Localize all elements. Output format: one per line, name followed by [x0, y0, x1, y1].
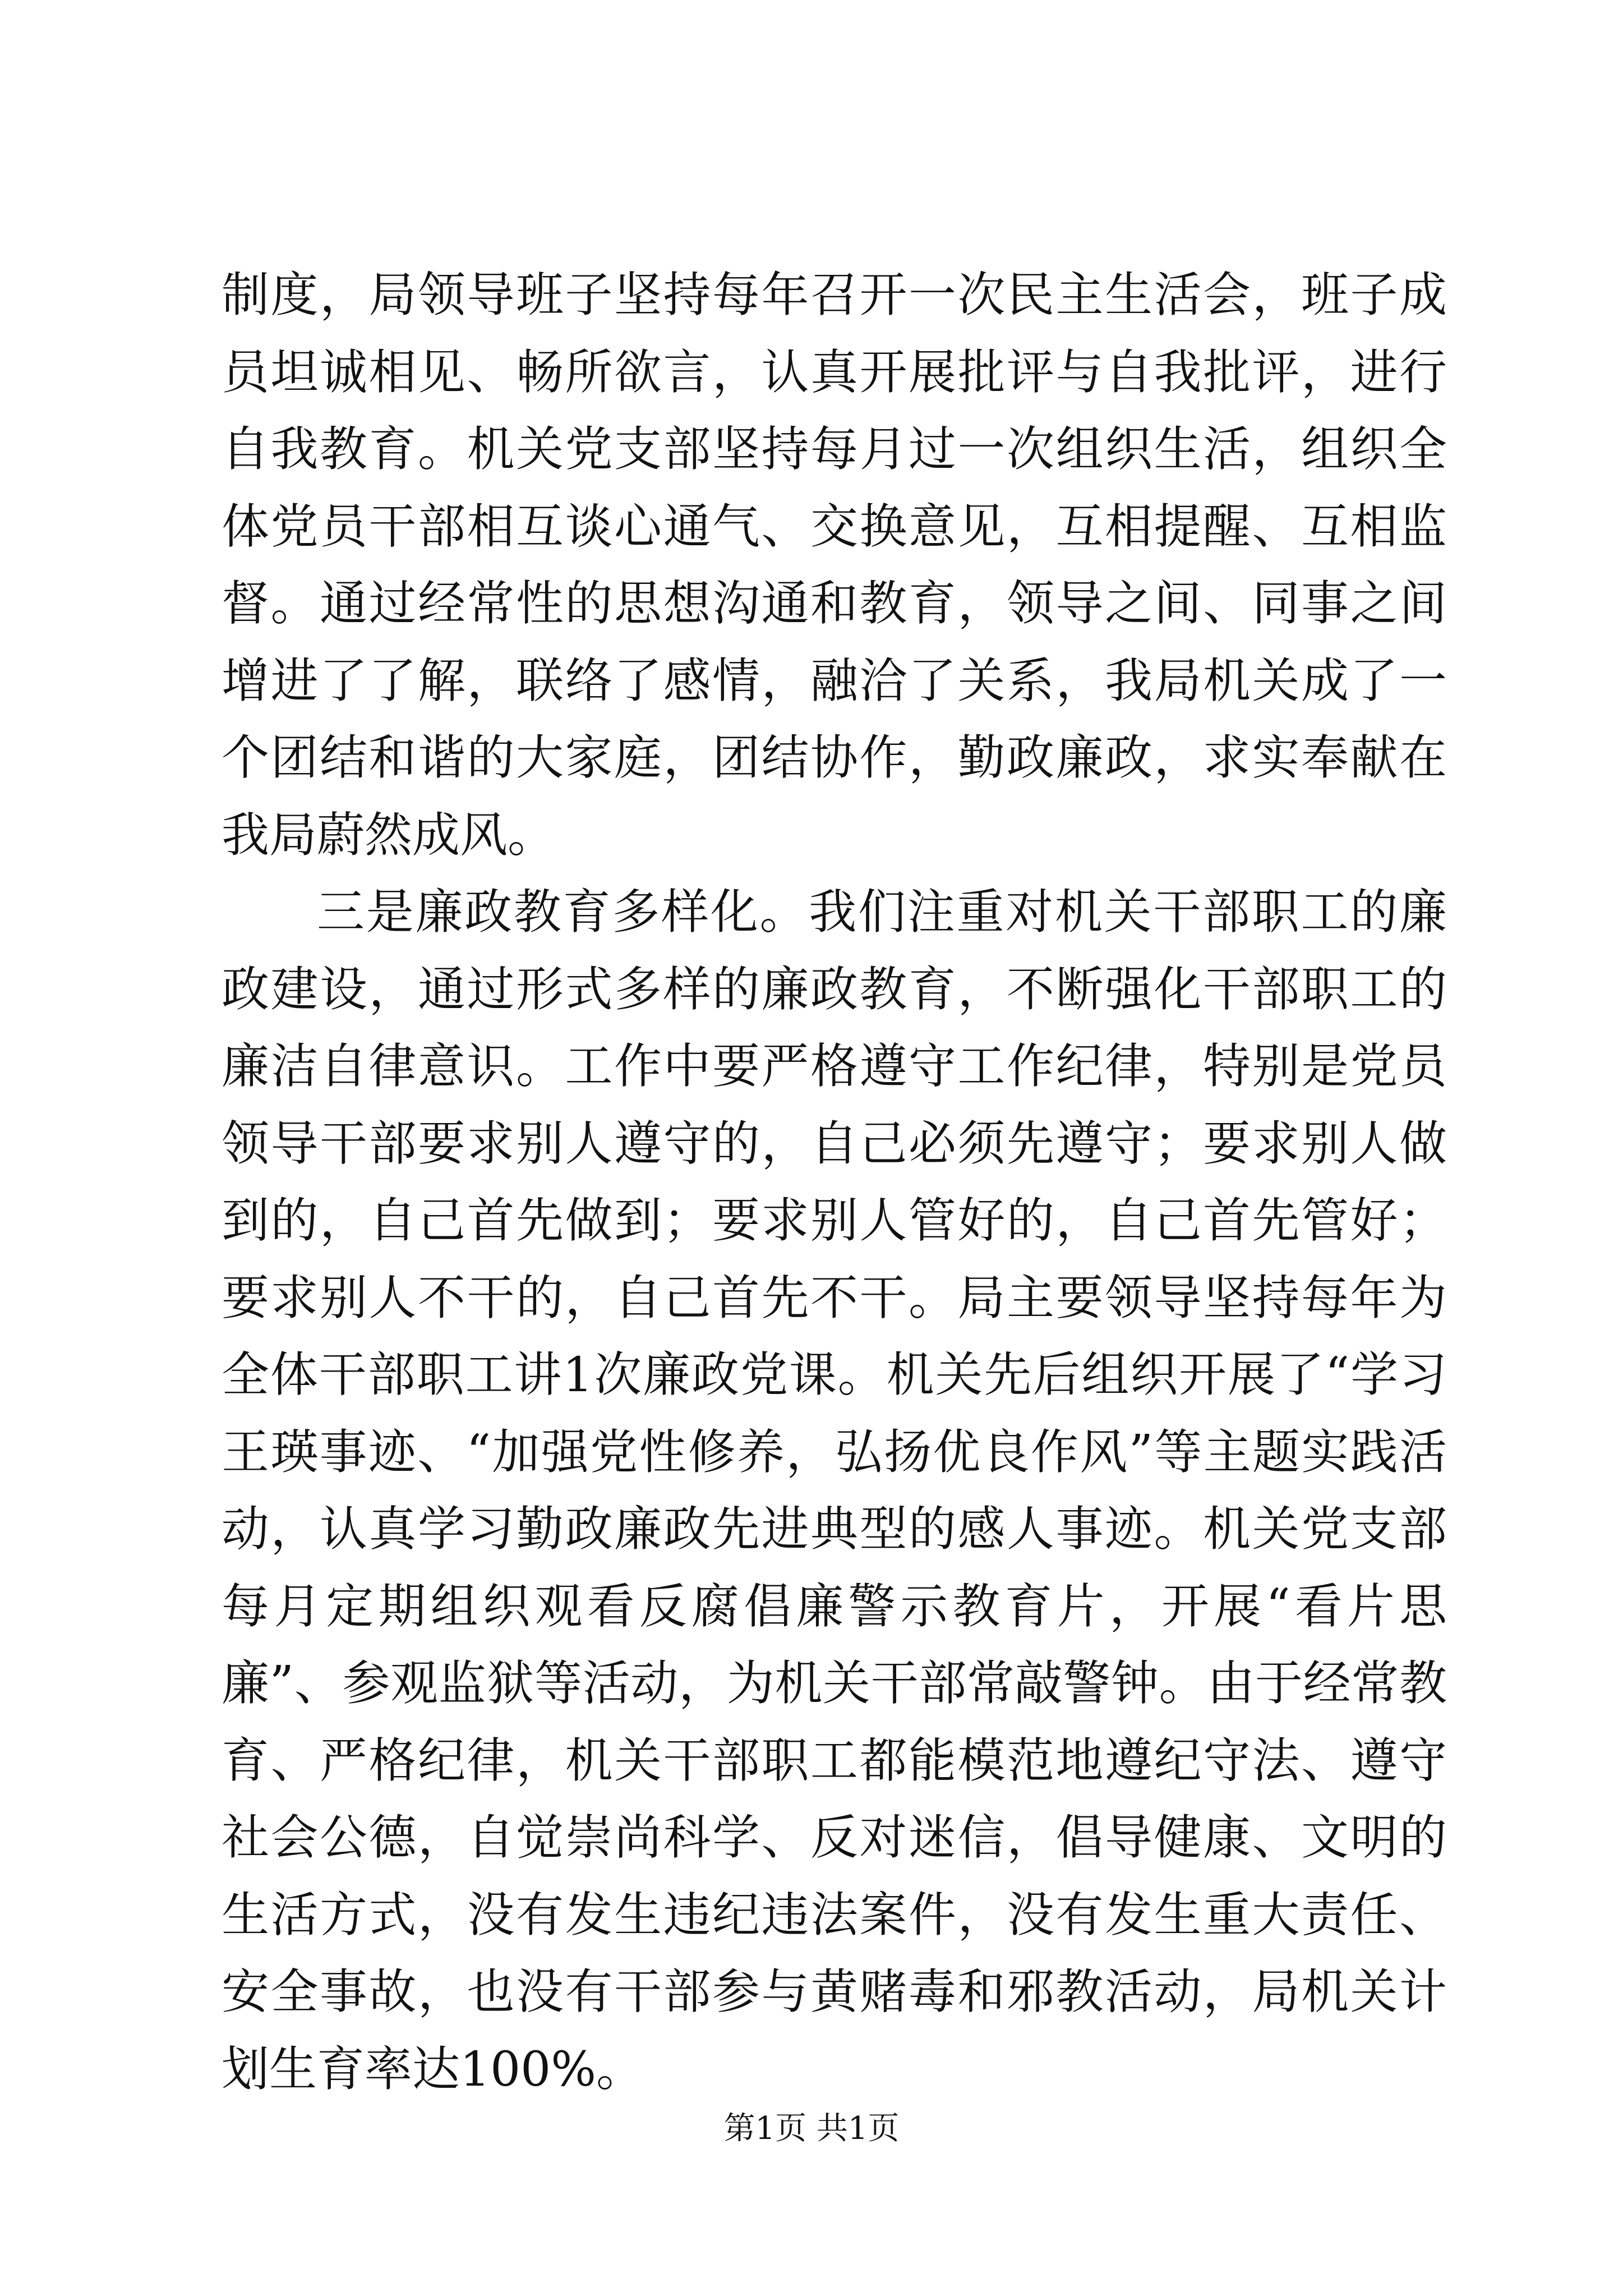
paragraph-integrity-education: 三是廉政教育多样化。我们注重对机关干部职工的廉政建设，通过形式多样的廉政教育，不断强化干部职工的廉洁自律意识。工作中要严格遵守工作纪律，特别是党员领导干部要求别人遵守的，自己必须先遵守；要求别人做到的，自己首先做到；要求别人管好的，自己首先管好；要求别人不干的，自己首先不干。局主要领导坚持每年为全体干部职工讲1次廉政党课。机关先后组织开展了“学习王瑛事迹、“加强党性修养，弘扬优良作风”等主题实践活动，认真学习勤政廉政先进典型的感人事迹。机关党支部每月定期组织观看反腐倡廉警示教育片，开展“看片思廉”、参观监狱等活动，为机关干部常敲警钟。由于经常教育、严格纪律，机关干部职工都能模范地遵纪守法、遵守社会公德，自觉崇尚科学、反对迷信，倡导健康、文明的生活方式，没有发生违纪违法案件，没有发生重大责任、安全事故，也没有干部参与黄赌毒和邪教活动，局机关计划生育率达100%。 [222, 885, 1447, 2097]
page-footer: 第1页 共1页 [723, 2110, 900, 2147]
document-body [222, 257, 1447, 2108]
paragraph-continuation: 制度，局领导班子坚持每年召开一次民主生活会，班子成员坦诚相见、畅所欲言，认真开展批评与自我批评，进行自我教育。机关党支部坚持每月过一次组织生活，组织全体党员干部相互谈心通气、交换意见，互相提醒、互相监督。通过经常性的思想沟通和教育，领导之间、同事之间增进了了解，联络了感情，融洽了关系，我局机关成了一个团结和谐的大家庭，团结协作，勤政廉政，求实奉献在我局蔚然成风。 [222, 268, 1447, 863]
